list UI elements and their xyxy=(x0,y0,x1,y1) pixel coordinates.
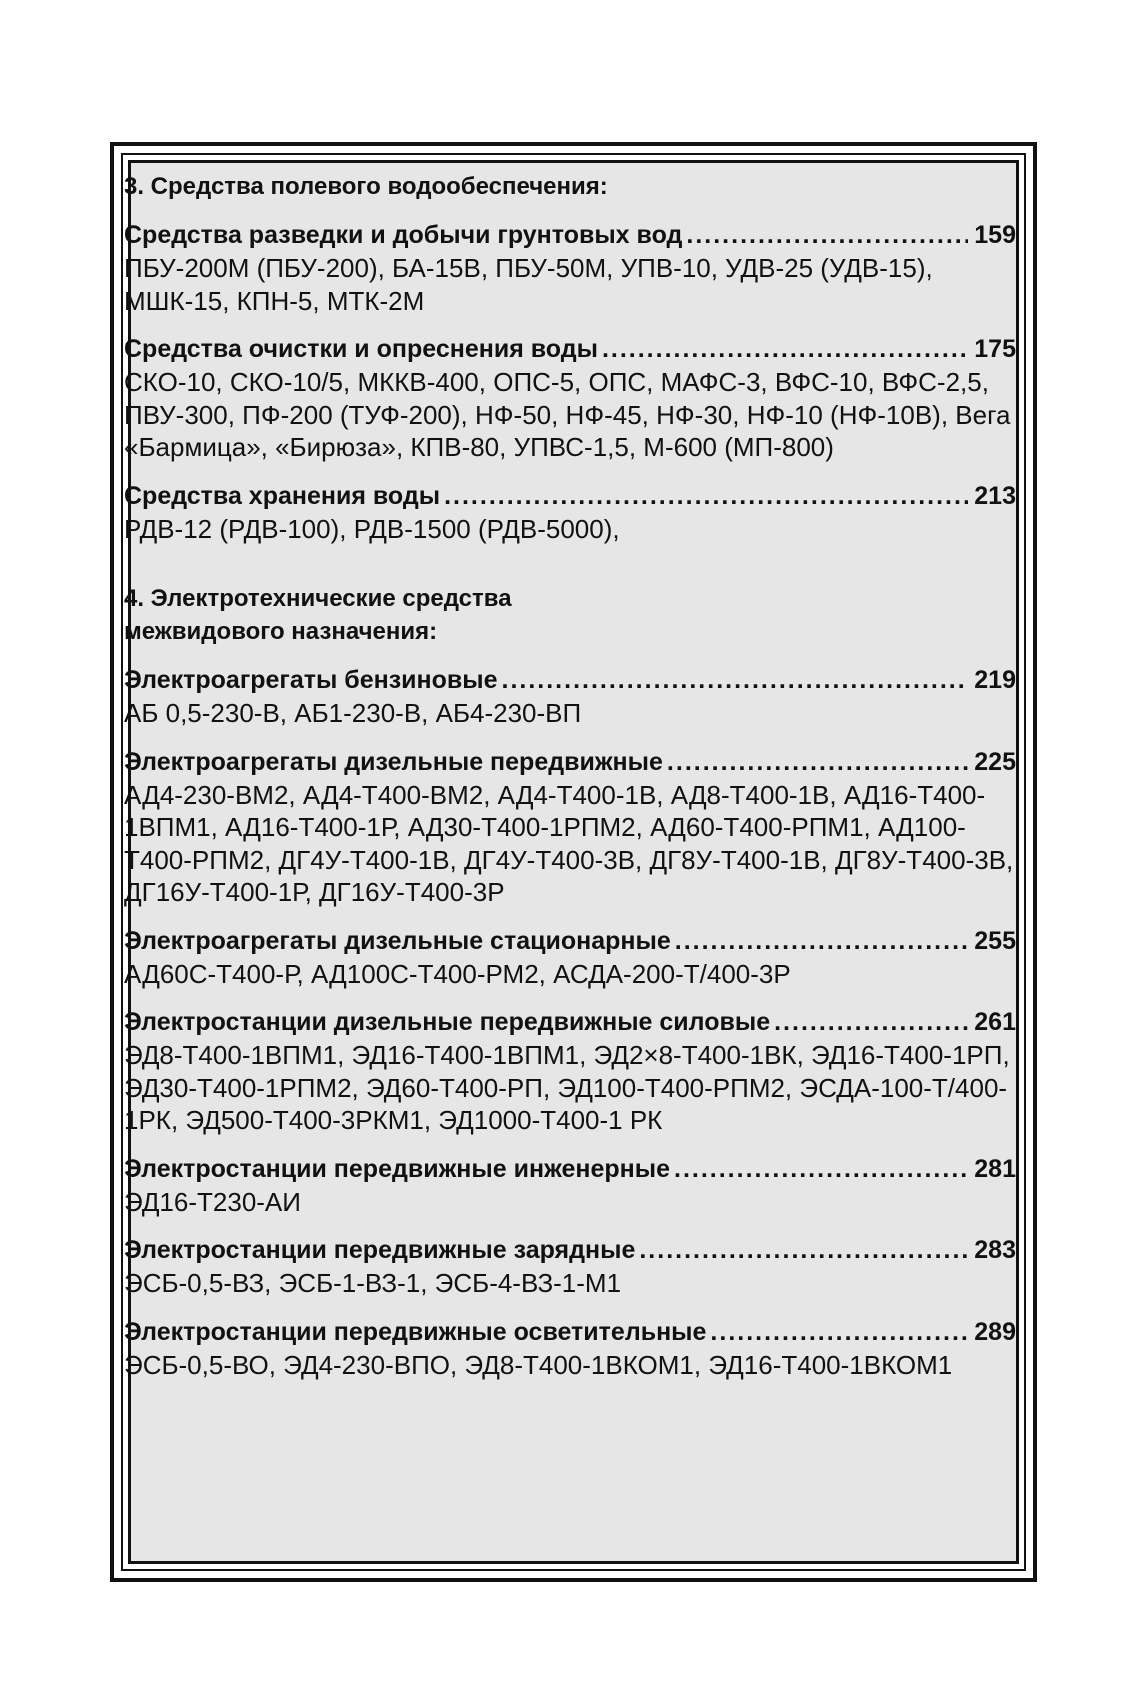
toc-entry-items: РДВ-12 (РДВ-100), РДВ-1500 (РДВ-5000), xyxy=(124,513,620,544)
section-4-title-line-2: межвидового назначения: xyxy=(124,618,438,645)
toc-entry-title: Средства разведки и добычи грунтовых вод xyxy=(124,221,683,249)
section-4-title-line-1: 4. Электротехнические средства xyxy=(124,585,512,612)
toc-entry xyxy=(124,664,1016,730)
dot-leader xyxy=(444,480,968,513)
toc-entry-items: ЭСБ-0,5-ВО, ЭД4-230-ВПО, ЭД8-Т400-1ВКОМ1, ЭД16-Т400-1ВКОМ1 xyxy=(124,1349,953,1380)
toc-entry-page: 219 xyxy=(974,666,1016,694)
toc-entry-items: ЭД16-Т230-АИ xyxy=(124,1186,301,1217)
dot-leader xyxy=(502,664,969,697)
toc-entry-title: Электроагрегаты бензиновые xyxy=(124,666,498,694)
toc-entry-page: 213 xyxy=(974,481,1016,510)
toc-entry-heading xyxy=(124,925,1016,958)
toc-entry-title: Электроагрегаты дизельные передвижные xyxy=(124,747,663,776)
toc-entry-title: Электростанции передвижные осветительные xyxy=(124,1317,707,1346)
dot-leader xyxy=(774,1006,968,1039)
toc-entry-title: Средства очистки и опреснения воды xyxy=(124,335,598,363)
toc-entry-items: СКО-10, СКО-10/5, МККВ-400, ОПС-5, ОПС, МАФС-3, ВФС-10, ВФС-2,5, ПВУ-300, ПФ-200 (ТУФ-200), НФ-50, НФ-45, НФ-30, НФ-10 (НФ-10В), Вега «Бармица», «Бирюза», КПВ-80, УПВС-1,5, М-600 (МП-800) xyxy=(124,367,1011,462)
toc-entry-title: Электростанции передвижные зарядные xyxy=(124,1236,636,1264)
toc-entry xyxy=(124,480,1016,546)
toc-entry-title: Электроагрегаты дизельные стационарные xyxy=(124,926,671,955)
toc-entry-heading xyxy=(124,746,1016,779)
toc-entry-items: АД60С-Т400-Р, АД100С-Т400-РМ2, АСДА-200-Т/400-3Р xyxy=(124,958,791,989)
dot-leader xyxy=(667,746,968,779)
toc-entry-page: 255 xyxy=(974,926,1016,955)
toc-entry-page: 289 xyxy=(974,1317,1016,1346)
toc-entry-heading xyxy=(124,480,1016,513)
toc-entry xyxy=(124,746,1016,909)
dot-leader xyxy=(675,925,969,958)
toc-entry-items: ЭД8-Т400-1ВПМ1, ЭД16-Т400-1ВПМ1, ЭД2×8-Т400-1ВК, ЭД16-Т400-1РП, ЭД30-Т400-1РПМ2, ЭД60-Т400-РП, ЭД100-Т400-РПМ2, ЭСДА-100-Т/400-1РК, ЭД500-Т400-3РКМ1, ЭД1000-Т400-1 РК xyxy=(124,1040,1010,1135)
toc-entry-heading xyxy=(124,219,1016,252)
toc-entry-items: ЭСБ-0,5-ВЗ, ЭСБ-1-ВЗ-1, ЭСБ-4-ВЗ-1-М1 xyxy=(124,1268,622,1298)
dot-leader xyxy=(710,1316,968,1349)
toc-entry-page: 261 xyxy=(974,1008,1016,1036)
toc-entry xyxy=(124,1234,1016,1300)
toc-entry xyxy=(124,1316,1016,1382)
toc-entry-page: 159 xyxy=(974,221,1016,249)
toc-entry xyxy=(124,925,1016,991)
dot-leader xyxy=(674,1153,968,1186)
toc-entry-title: Электростанции передвижные инженерные xyxy=(124,1154,670,1183)
dot-leader xyxy=(639,1234,968,1267)
dot-leader xyxy=(602,333,968,366)
toc-entry-heading xyxy=(124,333,1016,366)
toc-entry xyxy=(124,1006,1016,1137)
toc-entry xyxy=(124,333,1016,464)
toc-entry-page: 281 xyxy=(974,1154,1016,1183)
section-4-title xyxy=(124,582,1016,648)
toc-entry-heading xyxy=(124,1006,1016,1039)
dot-leader xyxy=(686,219,968,252)
toc-entry-title: Электростанции дизельные передвижные силовые xyxy=(124,1008,771,1036)
contents-list xyxy=(124,170,1016,1381)
toc-entry-heading xyxy=(124,1316,1016,1349)
toc-entry-heading xyxy=(124,1153,1016,1186)
toc-entry xyxy=(124,219,1016,317)
toc-entry xyxy=(124,1153,1016,1219)
toc-entry-items: АД4-230-ВМ2, АД4-Т400-ВМ2, АД4-Т400-1В, АД8-Т400-1В, АД16-Т400-1ВПМ1, АД16-Т400-1Р, АД30-Т400-1РПМ2, АД60-Т400-РПМ1, АД100-Т400-РПМ2, ДГ4У-Т400-1В, ДГ4У-Т400-3В, ДГ8У-Т400-1В, ДГ8У-Т400-3В, ДГ16У-Т400-1Р, ДГ16У-Т400-3Р xyxy=(124,779,1014,907)
toc-entry-items: АБ 0,5-230-В, АБ1-230-В, АБ4-230-ВП xyxy=(124,698,582,728)
toc-entry-title: Средства хранения воды xyxy=(124,481,441,510)
toc-entry-heading xyxy=(124,664,1016,697)
toc-entry-items: ПБУ-200М (ПБУ-200), БА-15В, ПБУ-50М, УПВ-10, УДВ-25 (УДВ-15), МШК-15, КПН-5, МТК-2М xyxy=(124,253,933,316)
toc-entry-page: 225 xyxy=(974,747,1016,776)
toc-entry-page: 175 xyxy=(974,335,1016,363)
section-3-title: 3. Средства полевого водообеспечения: xyxy=(124,173,608,200)
toc-entry-page: 283 xyxy=(974,1236,1016,1264)
toc-entry-heading xyxy=(124,1234,1016,1267)
